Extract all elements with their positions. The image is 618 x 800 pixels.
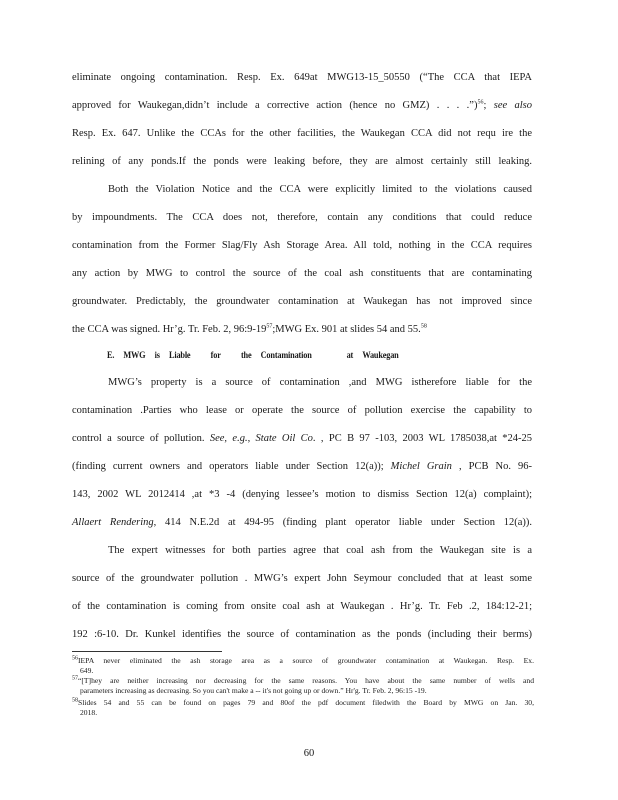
body-line-text: the CCA was signed. Hr’g. Tr. Feb. 2, 96:9-19 xyxy=(72,324,267,335)
body-line: (finding current owners and operators liable under Section 12(a)); Michel Grain , PCB No. 96- xyxy=(72,461,532,472)
footnote-number: 56 xyxy=(72,655,78,662)
body-line: contamination .Parties who lease or operate the source of pollution exercise the capability to xyxy=(72,405,532,416)
body-line-text: . , PC B 97 -103, 2003 WL 1785038,at *24-25 xyxy=(312,433,532,444)
case-citation-allaert: Allaert Rendering xyxy=(72,517,154,528)
heading-word: is xyxy=(154,350,160,360)
footnote-line: Slides 54 and 55 can be found on pages 79 and 80of the pdf document filedwith the Board by MWG on Jan. 30, xyxy=(78,698,534,707)
body-line xyxy=(72,432,532,446)
footnote-line: “[T]hey are neither increasing nor decreasing for the same reasons. You have about the same number of wells and xyxy=(78,676,534,685)
footnote-line: 2018. xyxy=(80,707,98,717)
body-line-text: control a source of pollution. xyxy=(72,433,205,444)
body-line: any action by MWG to control the source of the coal ash constituents that are contaminating xyxy=(72,268,532,279)
body-line: by impoundments. The CCA does not, therefore, contain any conditions that could reduce xyxy=(72,212,532,223)
body-line: eliminate ongoing contamination. Resp. Ex. 649at MWG13-15_50550 (“The CCA that IEPA xyxy=(72,72,532,83)
section-heading xyxy=(107,350,408,360)
body-line: contamination from the Former Slag/Fly Ash Storage Area. All told, nothing in the CCA requires xyxy=(72,240,532,251)
heading-word: Liable xyxy=(168,350,191,360)
footnote-number: 57 xyxy=(72,675,78,682)
heading-word: at xyxy=(346,350,354,360)
body-line: MWG’s property is a source of contamination ,and MWG istherefore liable for the xyxy=(108,377,532,388)
heading-word: MWG xyxy=(123,350,146,360)
heading-word: the xyxy=(240,350,252,360)
body-line: The expert witnesses for both parties agree that coal ash from the Waukegan site is a xyxy=(108,545,532,556)
body-line xyxy=(72,516,532,530)
heading-letter: E. xyxy=(107,350,115,360)
body-line: of the contamination is coming from onsite coal ash at Waukegan . Hr’g. Tr. Feb .2, 184:12-21; xyxy=(72,601,532,612)
heading-word: for xyxy=(210,350,221,360)
body-line-text: ;MWG Ex. 901 at slides 54 and 55. xyxy=(272,324,421,335)
signal-text: ; see also xyxy=(483,100,532,111)
footnote-57 xyxy=(72,676,534,695)
case-citation-state-oil: See, e.g., State Oil Co xyxy=(209,433,313,444)
footnote-line: IEPA never eliminated the ash storage area as a source of groundwater contamination at Waukegan. Resp. Ex. xyxy=(78,656,534,665)
body-line xyxy=(72,323,532,337)
body-line: 192 :6-10. Dr. Kunkel identifies the source of contamination as the ponds (including their berms) xyxy=(72,629,532,640)
footnote-ref-56: 56 xyxy=(477,99,484,106)
heading-word: Contamination xyxy=(260,350,312,360)
footnote-text xyxy=(72,698,534,708)
footnote-56 xyxy=(72,656,534,675)
footnote-line: 649. xyxy=(80,665,94,675)
footnote-text xyxy=(72,676,534,686)
footnote-58 xyxy=(72,698,534,717)
footnote-line: parameters increasing as decreasing. So you can't make a -- it's not going up or down.” Hr'g. Tr. Feb. 2, 96:15 -19. xyxy=(80,685,427,695)
body-line-text: , 414 N.E.2d at 494-95 (finding plant operator liable under Section 12(a)). xyxy=(153,517,532,528)
see-also-signal: see also xyxy=(493,100,532,111)
body-line: relining of any ponds.If the ponds were leaking before, they are almost certainly still leaking. xyxy=(72,156,532,167)
body-line: groundwater. Predictably, the groundwater contamination at Waukegan has not improved since xyxy=(72,296,532,307)
body-line: source of the groundwater pollution . MWG’s expert John Seymour concluded that at least some xyxy=(72,573,532,584)
body-line: Resp. Ex. 647. Unlike the CCAs for the other facilities, the Waukegan CCA did not requ ire the xyxy=(72,128,532,139)
footnote-number: 58 xyxy=(72,697,78,704)
body-line-text: approved for Waukegan,didn’t include a corrective action (hence no GMZ) . . . .”) xyxy=(72,100,478,111)
footnote-ref-57: 57 xyxy=(266,323,273,330)
body-line: 143, 2002 WL 2012414 ,at *3 -4 (denying lessee’s motion to dismiss Section 12(a) complaint); xyxy=(72,489,532,500)
page-number: 60 xyxy=(303,748,315,759)
body-line-text: , PCB No. 96- xyxy=(451,461,532,472)
case-citation-michel-grain: Michel Grain xyxy=(383,461,452,472)
body-line xyxy=(72,99,532,113)
footnote-ref-58: 58 xyxy=(420,323,427,330)
body-line: Both the Violation Notice and the CCA were explicitly limited to the violations caused xyxy=(108,184,532,195)
footnote-text xyxy=(72,656,534,666)
heading-word: Waukegan xyxy=(362,350,399,360)
footnote-rule xyxy=(72,651,222,652)
